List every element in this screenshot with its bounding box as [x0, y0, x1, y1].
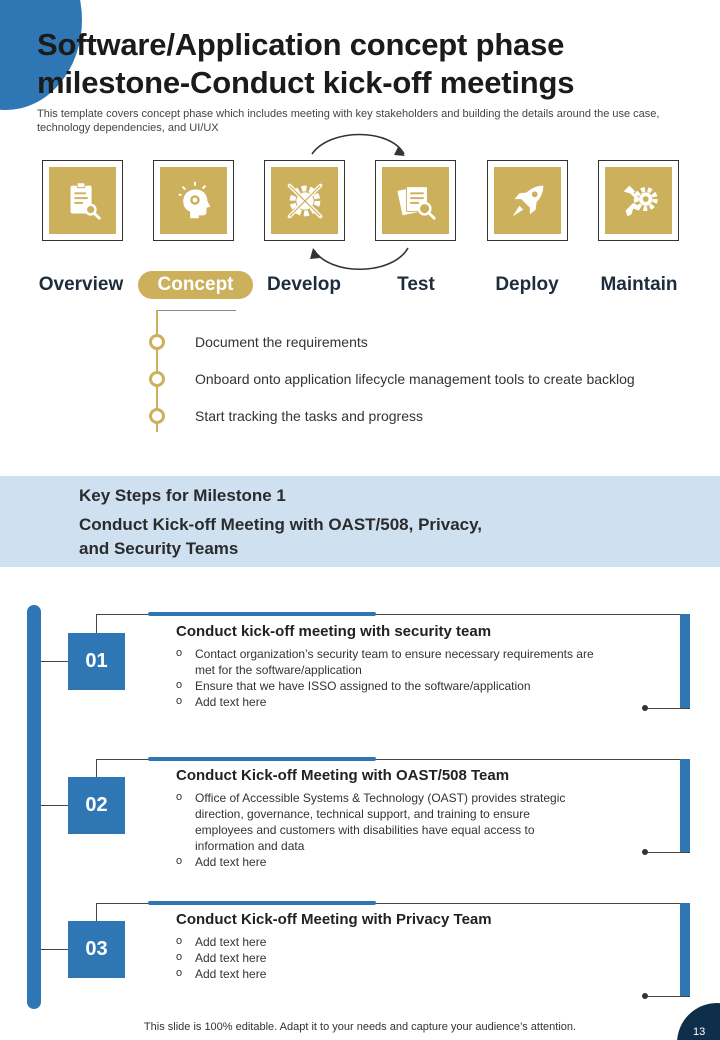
stage-label-concept: Concept: [138, 271, 253, 299]
step-title-02: Conduct Kick-off Meeting with OAST/508 Team: [176, 767, 510, 784]
step-end-dot: [642, 705, 648, 711]
milestone-band: [0, 476, 720, 567]
stage-box-test: [375, 160, 456, 241]
milestone-heading: Key Steps for Milestone 1: [79, 486, 286, 505]
concept-bullet: Onboard onto application lifecycle management tools to create backlog: [195, 371, 635, 387]
list-item: o Add text here: [176, 694, 596, 710]
step-list-02: [176, 790, 586, 870]
step-connector: [41, 805, 68, 806]
footer-note: This slide is 100% editable. Adapt it to your needs and capture your audience’s attention.: [143, 1021, 577, 1033]
list-item: o Office of Accessible Systems & Technology (OAST) provides strategic direction, governance, technical support, and training to ensure employees and customers with disabilities have equal access to information and data: [176, 790, 586, 854]
tools-gear-icon: [282, 178, 328, 224]
step-end-line: [645, 852, 690, 853]
step-number-03: 03: [68, 921, 125, 978]
list-item: o Add text here: [176, 854, 586, 870]
milestone-subheading-line1: Conduct Kick-off Meeting with OAST/508, Privacy,: [79, 515, 483, 534]
step-frame: [96, 903, 97, 922]
step-list-01: [176, 646, 596, 710]
head-idea-icon: [171, 178, 217, 224]
stage-box-develop: [264, 160, 345, 241]
step-end-line: [645, 708, 690, 709]
step-frame: [96, 614, 97, 634]
list-item: o Contact organization’s security team to ensure necessary requirements are met for the software/application: [176, 646, 596, 678]
rocket-icon: [505, 178, 551, 224]
step-side-bar: [680, 614, 690, 708]
document-search-icon: [60, 178, 106, 224]
stage-box-deploy: [487, 160, 568, 241]
timeline-dot: [149, 334, 165, 350]
page-title: Software/Application concept phase milestone-Conduct kick-off meetings: [37, 27, 575, 100]
step-side-bar: [680, 903, 690, 996]
stage-box-concept: [153, 160, 234, 241]
list-item: o Add text here: [176, 966, 596, 982]
step-number-01: 01: [68, 633, 125, 690]
papers-magnifier-icon: [393, 178, 439, 224]
step-frame: [96, 759, 97, 778]
step-end-dot: [642, 993, 648, 999]
milestone-subheading-line2: and Security Teams: [79, 539, 239, 558]
stage-label-deploy: Deploy: [495, 274, 559, 295]
step-accent: [148, 757, 376, 761]
list-item: o Add text here: [176, 950, 596, 966]
step-accent: [148, 612, 376, 616]
stage-label-maintain: Maintain: [600, 274, 678, 295]
stage-label-develop: Develop: [267, 274, 341, 295]
stage-box-overview: [42, 160, 123, 241]
steps-rail: [27, 605, 41, 1009]
step-connector: [41, 661, 68, 662]
stage-label-overview: Overview: [38, 274, 124, 295]
stage-box-maintain: [598, 160, 679, 241]
cycle-arrows: [0, 0, 720, 300]
hand-gear-icon: [616, 178, 662, 224]
step-accent: [148, 901, 376, 905]
step-connector: [41, 949, 68, 950]
concept-bullet: Start tracking the tasks and progress: [195, 408, 423, 424]
list-item: o Ensure that we have ISSO assigned to the software/application: [176, 678, 596, 694]
list-item: o Add text here: [176, 934, 596, 950]
step-title-03: Conduct Kick-off Meeting with Privacy Team: [176, 911, 492, 928]
step-end-dot: [642, 849, 648, 855]
step-end-line: [645, 996, 690, 997]
timeline-dot: [149, 371, 165, 387]
timeline-dot: [149, 408, 165, 424]
step-title-01: Conduct kick-off meeting with security team: [176, 623, 492, 640]
stage-label-test: Test: [397, 274, 435, 295]
step-list-03: [176, 934, 596, 982]
concept-connector: [156, 310, 236, 311]
step-side-bar: [680, 759, 690, 852]
step-number-02: 02: [68, 777, 125, 834]
page-subtitle: This template covers concept phase which includes meeting with key stakeholders and building the details around the use case, technology dependencies, and UI/UX: [37, 108, 660, 134]
concept-bullet: Document the requirements: [195, 334, 368, 350]
page-number: 13: [693, 1026, 706, 1038]
page-number-badge: [677, 1003, 720, 1040]
